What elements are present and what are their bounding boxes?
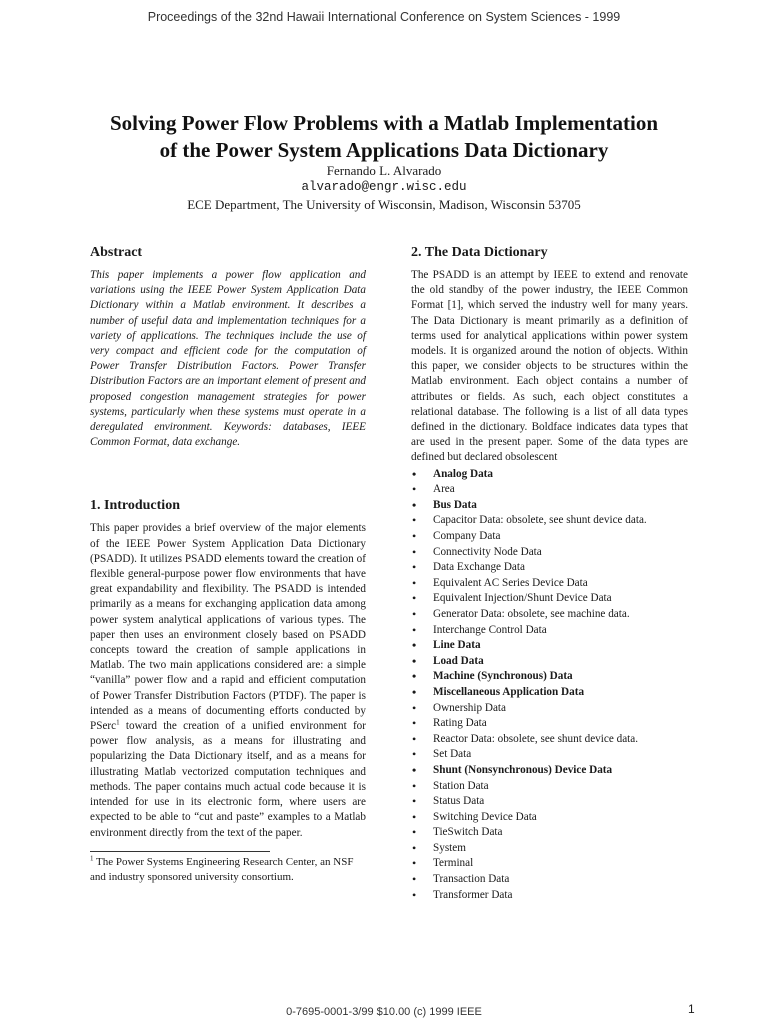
data-type-item: • Transaction Data [411,872,688,888]
data-type-item: • Equivalent Injection/Shunt Device Data [411,591,688,607]
footnote-text: The Power Systems Engineering Research Center, an NSF and industry sponsored university consortium. [90,855,354,883]
data-type-item: • Set Data [411,747,688,763]
introduction-text [90,521,366,840]
data-type-item: • Machine (Synchronous) Data [411,669,688,685]
data-type-item: • Rating Data [411,716,688,732]
data-type-item: • Generator Data: obsolete, see machine data. [411,607,688,623]
introduction-heading: 1. Introduction [90,498,180,514]
footnote-mark: 1 [90,854,94,863]
abstract-heading: Abstract [90,245,143,260]
data-type-item: • Company Data [411,529,688,545]
introduction-text-part-2: toward the creation of a unified environment for power flow analysis, as a means for illustrating and popularizing the Data Dictionary itself, and as a means for illustrating Matlab vectorized computation techniques and methods. The paper contains much actual code because it is intended for use in its electronic form, where users are expected to be able to “cut and paste” examples to a Matlab environment directly from the text of the paper. [90,720,366,839]
author-name: Fernando L. Alvarado [326,163,442,178]
data-type-item: • Terminal [411,856,688,872]
abstract-text: This paper implements a power flow application and variations using the IEEE Power System Application Data Dictionary within a Matlab environment. It describes a number of useful data and implementation techniques for a variety of applications. The techniques include the use of very compact and efficient code for the computation of Power Transfer Distribution Factors. Power Transfer Distribution Factors are an important element of present and proposed congestion management strategies for power systems, particularly when these systems must operate in a deregulated environment. Keywords: databases, IEEE Common Format, data exchange. [90,269,366,449]
title-line-1: Solving Power Flow Problems with a Matlab Implementation [109,111,659,135]
data-type-item: • Line Data [411,638,688,654]
page-number: 1 [688,1002,695,1016]
paper-title [0,110,768,164]
author-affiliation: ECE Department, The University of Wisconsin, Madison, Wisconsin 53705 [187,197,581,212]
title-line-2: of the Power System Applications Data Dictionary [159,138,609,162]
data-types-list [411,467,688,904]
data-type-item: • System [411,841,688,857]
data-type-item: • Shunt (Nonsynchronous) Device Data [411,763,688,779]
introduction-text-part-1: This paper provides a brief overview of the major elements of the IEEE Power System Application Data Dictionary (PSADD). It utilizes PSADD elements toward the creation of flexible general-purpose power flow environments that have great expandability and flexibility. The PSADD is intended primarily as a means for exchanging application data among power system analytical applications of various types. The paper then uses an environment closely based on PSADD concepts toward the creation of sample applications in Matlab. The two main applications considered are: a simple “vanilla” power flow and a rapid and efficient computation of Power Transfer Distribution Factors (PTDF). The paper is intended as a means of documenting efforts conducted by PSerc [90,522,366,733]
proceedings-header: Proceedings of the 32nd Hawaii International Conference on System Sciences - 1999 [147,10,621,24]
right-column [411,244,688,903]
data-type-item: • Bus Data [411,498,688,514]
data-type-item: • Area [411,482,688,498]
author-email[interactable]: alvarado@engr.wisc.edu [301,180,467,194]
author-block [0,163,768,213]
data-type-item: • Connectivity Node Data [411,545,688,561]
data-type-item: • Miscellaneous Application Data [411,685,688,701]
copyright-footer: 0-7695-0001-3/99 $10.00 (c) 1999 IEEE [286,1006,482,1018]
data-type-item: • Status Data [411,794,688,810]
data-dictionary-text: The PSADD is an attempt by IEEE to extend and renovate the old standby of the power industry, the IEEE Common Format [1], which served the industry well for many years. The Data Dictionary is meant primarily as a definition of terms used for analytical applications within power system models. It is organized around the notion of objects. Within this paper, we consider objects to be structures within the Matlab environment. Each object contains a number of attributes or fields. As such, each object constitutes a relational database. The following is a list of all data types defined in the dictionary. Boldface indicates data types that are used in the present paper. Some of the data types are defined but declared obsolescent [411,269,688,464]
data-type-item: • Interchange Control Data [411,623,688,639]
data-type-item: • Equivalent AC Series Device Data [411,576,688,592]
data-type-item: • Switching Device Data [411,810,688,826]
data-type-item: • Capacitor Data: obsolete, see shunt device data. [411,513,688,529]
footnote-divider [90,851,270,852]
left-column [90,244,366,885]
data-type-item: • Analog Data [411,467,688,483]
footnote [90,855,366,885]
data-type-item: • Transformer Data [411,888,688,904]
data-type-item: • TieSwitch Data [411,825,688,841]
data-type-item: • Ownership Data [411,701,688,717]
footnote-reference: 1 [116,718,120,727]
data-type-item: • Station Data [411,779,688,795]
data-type-item: • Reactor Data: obsolete, see shunt device data. [411,732,688,748]
data-type-item: • Data Exchange Data [411,560,688,576]
data-dictionary-heading: 2. The Data Dictionary [411,245,548,260]
data-type-item: • Load Data [411,654,688,670]
